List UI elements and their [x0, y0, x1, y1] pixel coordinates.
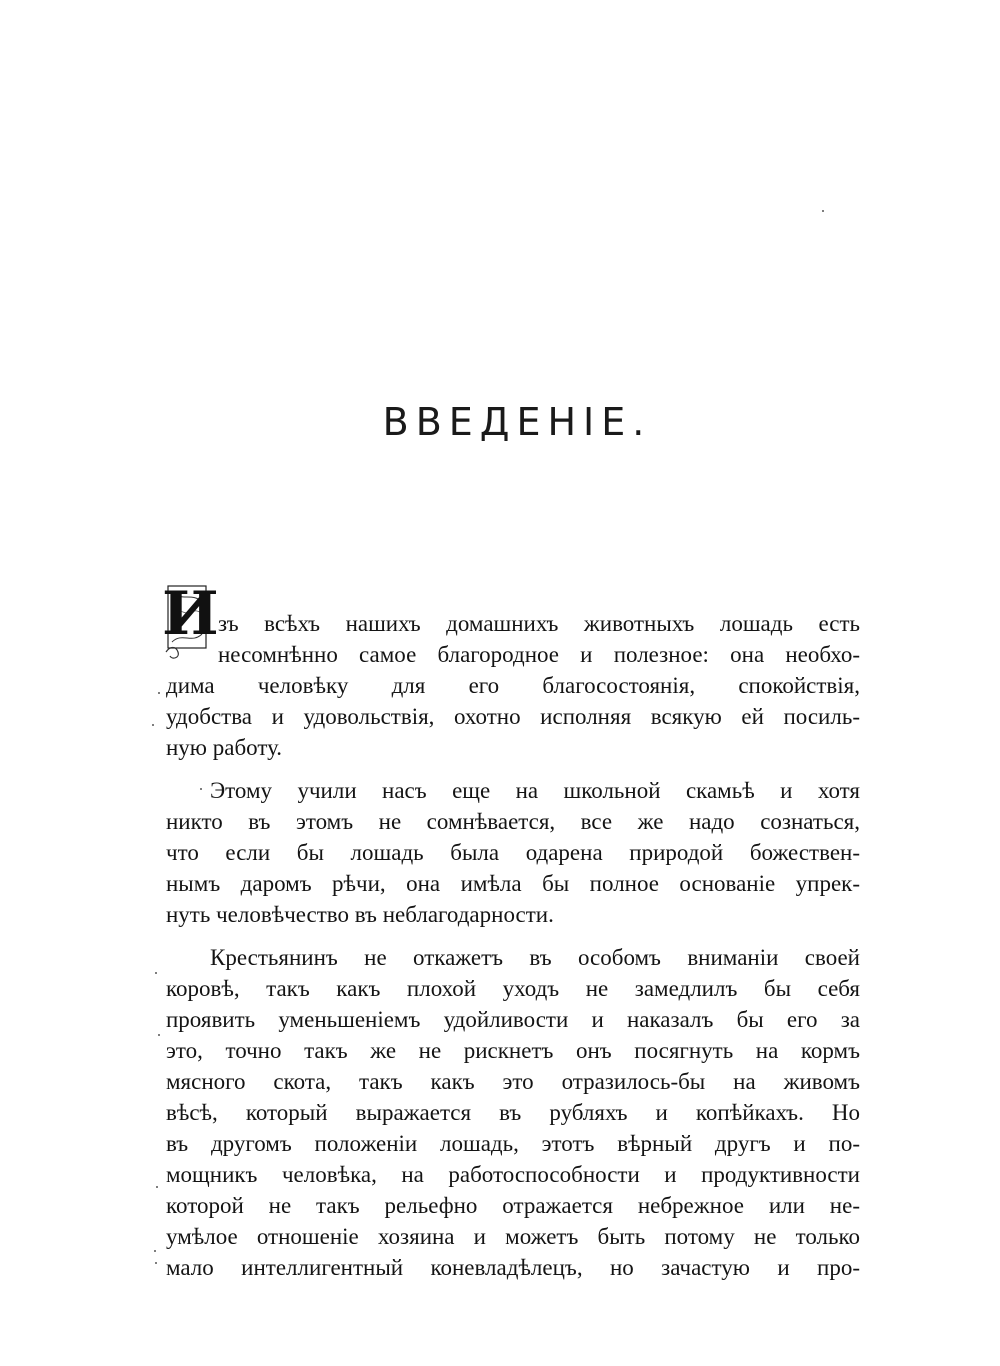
text-line: несомнѣнно самое благородное и полезное: она необхо-: [218, 642, 860, 667]
text-line: нуть человѣчество въ неблагодарности.: [166, 902, 554, 927]
text-line: никто въ этомъ не сомнѣвается, все же надо сознаться,: [166, 809, 860, 834]
text-line: коровѣ, такъ какъ плохой уходъ не замедлилъ бы себя: [166, 976, 860, 1001]
text-line: которой не такъ рельефно отражается небрежное или не-: [166, 1193, 860, 1218]
speck: [154, 1250, 156, 1252]
text-line: мясного скота, такъ какъ это отразилось-бы на живомъ: [166, 1069, 860, 1094]
body-text: [166, 608, 860, 1283]
speck: [822, 210, 824, 212]
speck: [152, 724, 154, 726]
text-line: что если бы лошадь была одарена природой божествен-: [166, 840, 860, 865]
text-line: нымъ даромъ рѣчи, она имѣла бы полное основаніе упрек-: [166, 871, 860, 896]
text-line: вѣсѣ, который выражается въ рубляхъ и копѣйкахъ. Но: [166, 1100, 860, 1125]
text-line: Этому учили насъ еще на школьной скамьѣ и хотя: [210, 778, 860, 803]
speck: [158, 692, 160, 694]
text-line: мощникъ человѣка, на работоспособности и продуктивности: [166, 1162, 860, 1187]
text-line: это, точно такъ же не рискнетъ онъ посягнуть на кормъ: [166, 1038, 860, 1063]
text-line: зъ всѣхъ нашихъ домашнихъ животныхъ лошадь есть: [218, 611, 860, 636]
initial-letter: И: [162, 579, 219, 649]
speck: [155, 972, 157, 974]
speck: [155, 1262, 157, 1264]
text-line: Крестьянинъ не откажетъ въ особомъ вниманіи своей: [210, 945, 860, 970]
text-line: ную работу.: [166, 735, 283, 760]
chapter-title: ВВЕДЕНІЕ.: [382, 400, 652, 444]
speck: [156, 1186, 158, 1188]
text-line: въ другомъ положеніи лошадь, этотъ вѣрный другъ и по-: [166, 1131, 860, 1156]
text-line: умѣлое отношеніе хозяина и можетъ быть потому не только: [166, 1224, 860, 1249]
text-line: дима человѣку для его благосостоянія, спокойствія,: [166, 673, 860, 698]
speck: [158, 1034, 160, 1036]
text-line: мало интеллигентный коневладѣлецъ, но зачастую и про-: [166, 1255, 860, 1280]
text-line: удобства и удовольствія, охотно исполняя всякую ей посиль-: [166, 704, 860, 729]
speck: [200, 788, 202, 790]
text-line: проявить уменьшеніемъ удойливости и наказалъ бы его за: [166, 1007, 860, 1032]
